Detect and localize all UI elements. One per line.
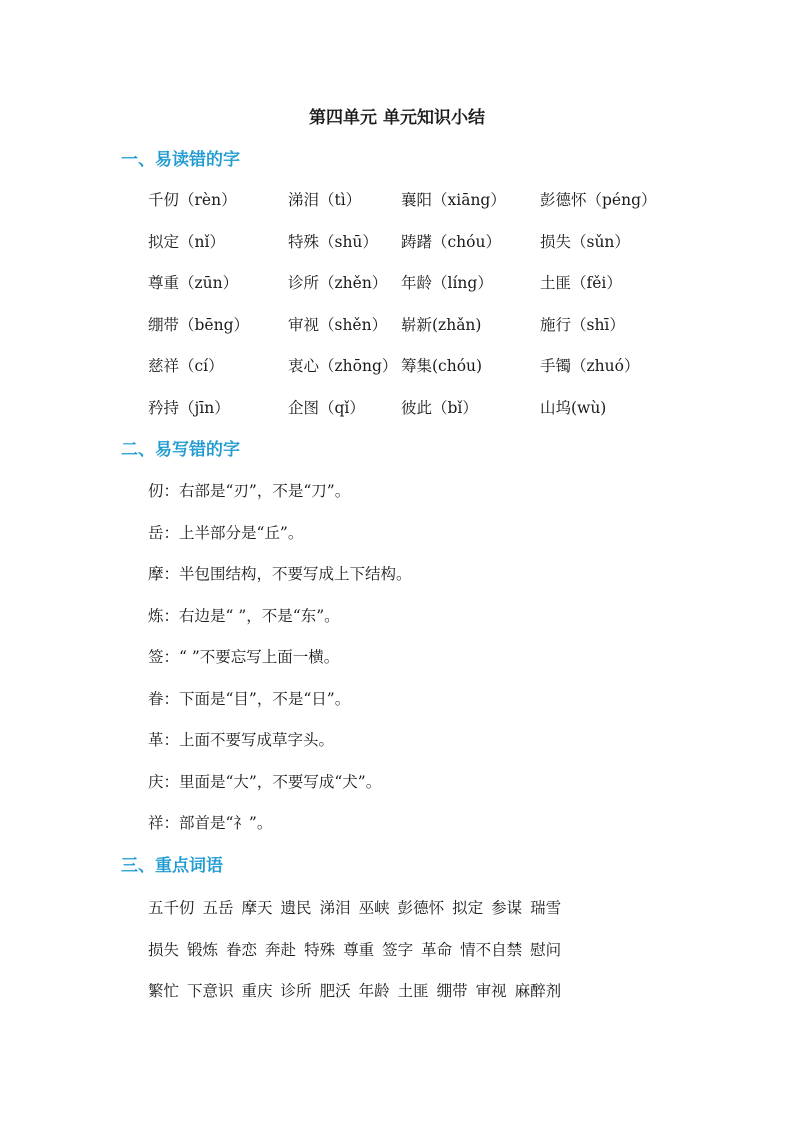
page-title: 第四单元 单元知识小结 xyxy=(309,108,485,128)
list-item: 庆：里面是“大”，不要写成“犬”。 xyxy=(148,772,382,791)
word-row xyxy=(148,936,708,978)
grid-row xyxy=(148,186,708,228)
section-heading-misread: 一、易读错的字 xyxy=(121,150,240,170)
word: 损失 xyxy=(148,940,180,959)
word: 审视 xyxy=(475,982,507,1000)
grid-cell: 诊所（zhěn） xyxy=(288,274,388,292)
list-item: 岳：上半部分是“丘”。 xyxy=(148,523,304,542)
list-item: 摩：半包围结构，不要写成上下结构。 xyxy=(148,565,412,583)
word: 繁忙 xyxy=(148,982,180,1000)
list-item: 眷：下面是“目”，不是“日”。 xyxy=(148,689,351,708)
grid-row xyxy=(148,352,708,394)
grid-row xyxy=(148,394,708,436)
list-item: 革：上面不要写成草字头。 xyxy=(148,731,335,749)
miswritten-characters-list xyxy=(148,477,708,851)
list-item: 炼：右边是“ ”，不是“东”。 xyxy=(148,606,340,625)
grid-cell: 彼此（bǐ） xyxy=(401,398,478,417)
word-row xyxy=(148,977,708,1019)
list-item: 仞：右部是“刃”，不是“刀”。 xyxy=(148,482,351,500)
word: 五岳 xyxy=(202,899,234,917)
word: 绷带 xyxy=(436,982,468,1000)
misread-characters-grid xyxy=(148,186,708,435)
word: 遗民 xyxy=(280,899,312,917)
list-item: 签：“ ”不要忘写上面一横。 xyxy=(148,648,340,666)
grid-cell: 千仞（rèn） xyxy=(148,191,237,209)
grid-cell: 彭德怀（péng） xyxy=(540,191,657,209)
word: 慰问 xyxy=(530,940,562,959)
grid-cell: 尊重（zūn） xyxy=(148,274,239,292)
grid-cell: 筹集(chóu) xyxy=(401,357,483,375)
grid-cell: 绷带（bēng） xyxy=(148,315,250,334)
grid-cell: 手镯（zhuó） xyxy=(540,357,640,375)
word: 奔赴 xyxy=(265,940,297,959)
word: 情不自禁 xyxy=(460,940,523,959)
word: 摩天 xyxy=(241,899,273,917)
grid-cell: 特殊（shū） xyxy=(288,232,378,251)
word: 彭德怀 xyxy=(397,899,445,917)
grid-cell: 矜持（jīn） xyxy=(148,398,230,417)
word: 瑞雪 xyxy=(530,899,562,917)
grid-cell: 损失（sǔn） xyxy=(540,232,630,251)
word: 五千仞 xyxy=(148,899,195,917)
word: 土匪 xyxy=(397,982,429,1000)
grid-row xyxy=(148,311,708,353)
grid-cell: 慈祥（cí） xyxy=(148,357,224,375)
word: 参谋 xyxy=(491,899,523,917)
word: 锻炼 xyxy=(187,940,219,959)
grid-cell: 审视（shěn） xyxy=(288,315,388,334)
section-heading-key-words: 三、重点词语 xyxy=(121,856,223,876)
grid-cell: 企图（qǐ） xyxy=(288,398,365,417)
word: 革命 xyxy=(421,940,453,959)
grid-cell: 衷心（zhōng） xyxy=(288,357,398,375)
word: 特殊 xyxy=(304,940,336,959)
word-row xyxy=(148,894,708,936)
section-heading-miswritten: 二、易写错的字 xyxy=(121,440,240,460)
grid-cell: 崭新(zhǎn) xyxy=(401,315,482,334)
word: 麻醉剂 xyxy=(514,982,562,1000)
word: 诊所 xyxy=(280,982,312,1000)
key-words-block xyxy=(148,894,708,1019)
grid-cell: 山坞(wù) xyxy=(540,398,607,417)
grid-row xyxy=(148,228,708,270)
word: 尊重 xyxy=(343,940,375,959)
word: 巫峡 xyxy=(358,899,390,917)
word: 签字 xyxy=(382,940,414,959)
grid-cell: 施行（shī） xyxy=(540,315,625,334)
grid-cell: 踌躇（chóu） xyxy=(401,232,501,251)
grid-cell: 涕泪（tì） xyxy=(288,191,362,209)
grid-cell: 拟定（nǐ） xyxy=(148,232,225,251)
word: 肥沃 xyxy=(319,982,351,1000)
grid-cell: 年龄（líng） xyxy=(401,274,493,292)
grid-cell: 襄阳（xiāng） xyxy=(401,191,506,209)
word: 下意识 xyxy=(187,982,234,1000)
word: 拟定 xyxy=(452,899,484,917)
word: 重庆 xyxy=(241,982,273,1000)
grid-cell: 土匪（fěi） xyxy=(540,274,622,292)
grid-row xyxy=(148,269,708,311)
word: 涕泪 xyxy=(319,899,351,917)
word: 年龄 xyxy=(358,982,390,1000)
word: 眷恋 xyxy=(226,940,258,959)
list-item: 祥：部首是“礻”。 xyxy=(148,814,273,832)
